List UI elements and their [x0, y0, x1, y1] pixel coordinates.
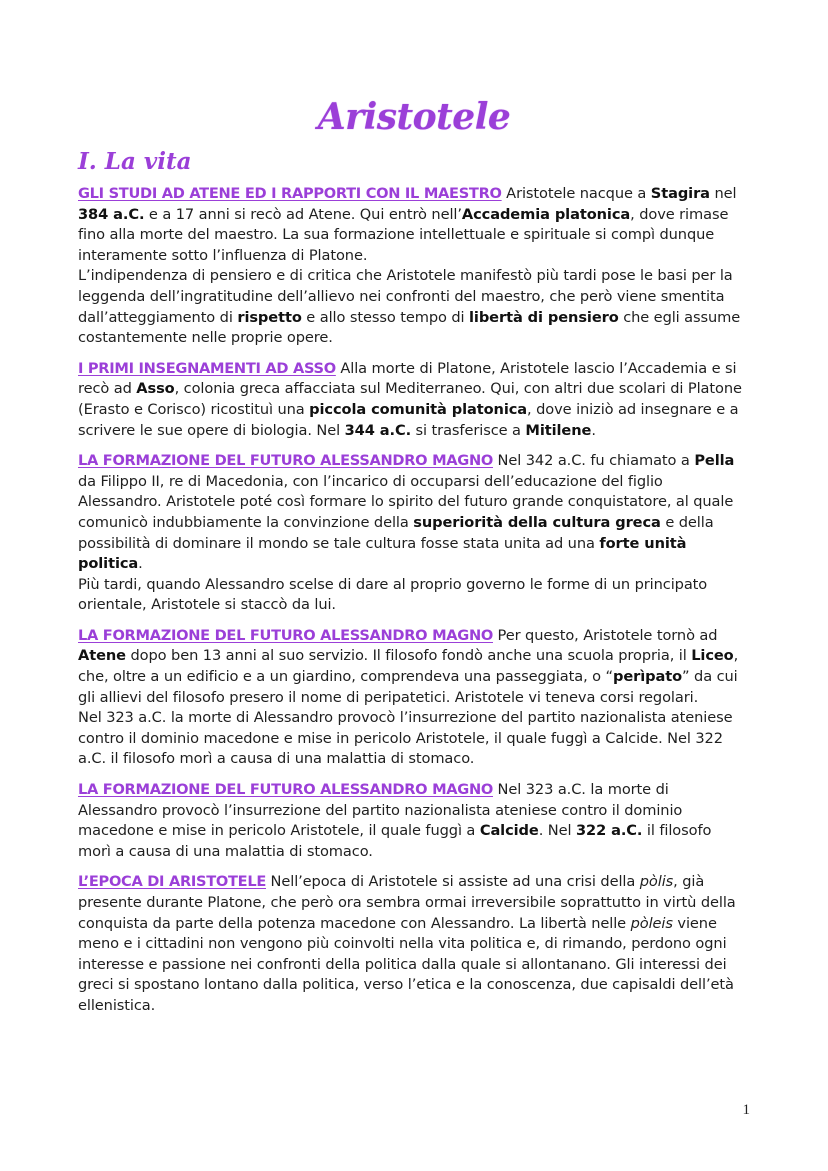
body-text: e a 17 anni si recò ad Atene. Qui entrò nell’: [144, 205, 462, 223]
bold-term: 384 a.C.: [78, 205, 145, 223]
body-text: Nel 323 a.C. la morte di Alessandro provocò l’insurrezione del partito nazionalista ateniese contro il dominio macedone e mise in pericolo Aristotele, il quale fuggì a: [78, 781, 683, 840]
italic-term: pòlis: [639, 873, 674, 891]
page-number: 1: [742, 1102, 750, 1118]
page-title: Aristotele: [317, 96, 511, 138]
paragraph: [78, 872, 748, 1016]
bold-term: Calcide: [479, 822, 539, 840]
bold-term: libertà di pensiero: [469, 308, 619, 326]
body-text: dopo ben 13 anni al suo servizio. Il filosofo fondò anche una scuola propria, il: [125, 647, 692, 665]
body-text: e allo stesso tempo di: [301, 308, 470, 326]
body-text: si trasferisce a: [411, 421, 526, 439]
paragraph: [78, 184, 748, 349]
body-text: .: [591, 421, 596, 439]
paragraph-heading-link[interactable]: I PRIMI INSEGNAMENTI AD ASSO: [78, 359, 336, 377]
bold-term: Pella: [694, 452, 735, 470]
body-text: viene meno e i cittadini non vengono più coinvolti nella vita politica e, di rimando, perdono ogni interesse e passione nei confronti della politica dalla quale si allontanano. Gli interessi dei greci si spostano lontano dalla politica, verso l’etica e la conoscenza, due capisaldi dell’età ellenistica.: [78, 914, 734, 1014]
body-text: , dove rimase fino alla morte del maestro. La sua formazione intellettuale e spirituale si compì dunque interamente sotto l’influenza di Platone.: [78, 205, 729, 264]
body-text: Nel 323 a.C. la morte di Alessandro provocò l’insurrezione del partito nazionalista ateniese contro il dominio macedone e mise in pericolo Aristotele, il quale fuggì a Calcide. Nel 322 a.C. il filosofo morì a causa di una malattia di stomaco.: [78, 709, 733, 768]
body-text: Aristotele nacque a: [501, 185, 651, 202]
bold-term: perìpato: [612, 668, 683, 686]
bold-term: 344 a.C.: [344, 421, 412, 439]
body-text: da Filippo II, re di Macedonia, con l’incarico di occuparsi dell’educazione del figlio Alessandro. Aristotele poté così formare lo spirito del futuro grande conquistatore, al quale comunicò indubbiamente la convinzione della: [78, 472, 734, 531]
body-text: Nell’epoca di Aristotele si assiste ad una crisi della: [266, 873, 640, 891]
paragraph: [78, 359, 748, 441]
bold-term: Liceo: [691, 647, 734, 665]
body-text: il filosofo morì a causa di una malattia di stomaco.: [78, 822, 712, 860]
paragraph-heading-link[interactable]: LA FORMAZIONE DEL FUTURO ALESSANDRO MAGNO: [78, 781, 493, 799]
bold-term: forte unità politica: [78, 534, 687, 573]
body-text: , già presente durante Platone, che però ora sembra ormai irreversibile soprattutto in virtù della conquista da parte della potenza macedone con Alessandro. La libertà nelle: [78, 873, 736, 932]
body-text: Più tardi, quando Alessandro scelse di dare al proprio governo le forme di un principato orientale, Aristotele si staccò da lui.: [78, 575, 708, 614]
body-text: Per questo, Aristotele tornò ad: [493, 626, 718, 644]
bold-term: superiorità della cultura greca: [413, 513, 661, 531]
paragraph-heading-link[interactable]: LA FORMAZIONE DEL FUTURO ALESSANDRO MAGNO: [78, 452, 493, 470]
body-text: L’indipendenza di pensiero e di critica che Aristotele manifestò più tardi pose le basi per la leggenda dell’ingratitudine dell’allievo nei confronti del maestro, che però viene smentita dall’atteggiamento di: [78, 267, 733, 326]
body-text: . Nel: [538, 822, 576, 840]
bold-term: rispetto: [237, 308, 302, 326]
bold-term: Accademia platonica: [461, 205, 631, 223]
bold-term: 322 a.C.: [575, 822, 643, 840]
bold-term: Mitilene: [525, 421, 592, 439]
body-content: [78, 184, 748, 1027]
body-text: Nel 342 a.C. fu chiamato a: [493, 452, 695, 470]
bold-term: Atene: [78, 647, 126, 665]
bold-term: Stagira: [650, 185, 710, 202]
body-text: ” da cui gli allievi del filosofo presero il nome di peripatetici. Aristotele vi teneva corsi regolari.: [78, 668, 738, 706]
body-text: che egli assume costantemente nelle proprie opere.: [78, 308, 741, 347]
body-text: e della possibilità di dominare il mondo se tale cultura fosse stata unita ad una: [78, 513, 714, 552]
paragraph: [78, 780, 748, 862]
body-text: Alla morte di Platone, Aristotele lascio l’Accademia e si recò ad: [78, 359, 737, 398]
bold-term: Asso: [136, 380, 175, 398]
body-text: nel: [709, 185, 737, 202]
body-text: , che, oltre a un edificio e a un giardino, comprendeva una passeggiata, o “: [78, 647, 739, 686]
bold-term: piccola comunità platonica: [309, 400, 528, 418]
paragraph-heading-link[interactable]: L’EPOCA DI ARISTOTELE: [78, 873, 266, 891]
section-heading: I. La vita: [78, 148, 192, 175]
body-text: .: [138, 555, 143, 573]
paragraph: [78, 626, 748, 770]
body-text: , colonia greca affacciata sul Mediterraneo. Qui, con altri due scolari di Platone (Erasto e Corisco) ricostituì una: [78, 380, 742, 418]
paragraph: [78, 451, 748, 616]
paragraph-heading-link[interactable]: GLI STUDI AD ATENE ED I RAPPORTI CON IL MAESTRO: [78, 185, 502, 202]
body-text: , dove iniziò ad insegnare e a scrivere le sue opere di biologia. Nel: [78, 400, 739, 439]
paragraph-heading-link[interactable]: LA FORMAZIONE DEL FUTURO ALESSANDRO MAGNO: [78, 626, 493, 644]
italic-term: pòleis: [630, 914, 673, 932]
